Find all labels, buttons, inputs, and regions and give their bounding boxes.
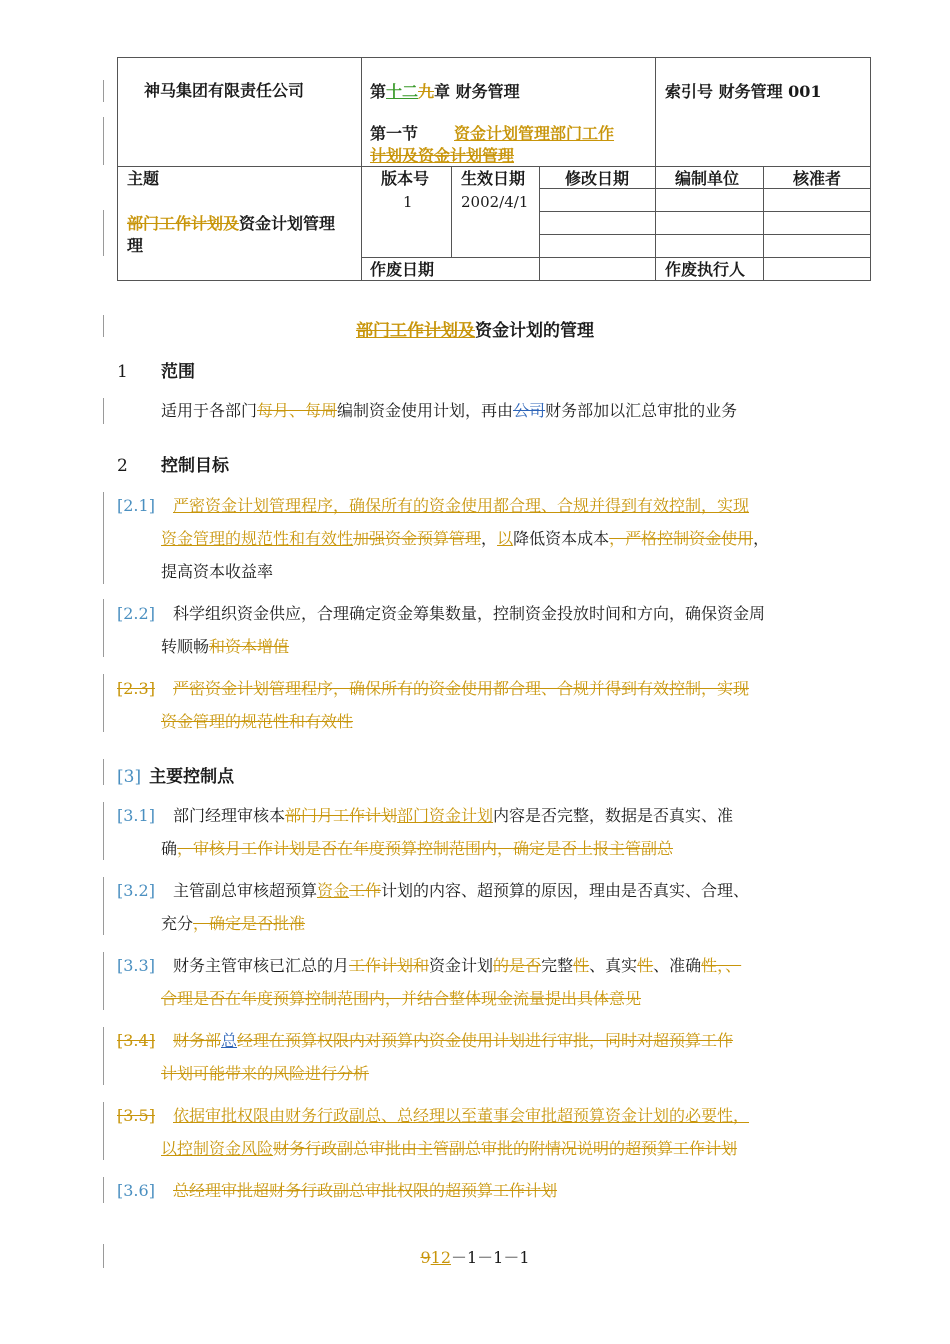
- cell-blank: [655, 188, 764, 212]
- effective-label: 生效日期: [461, 169, 526, 188]
- paragraph: 适用于各部门每月、每周编制资金使用计划，再由公司财务部加以汇总审批的业务: [161, 401, 738, 420]
- document-header-table: [117, 57, 871, 281]
- modified-label: 修改日期: [565, 169, 630, 188]
- clause-3-2: [3.2] 主管副总审核超预算资金工作计划的内容、超预算的原因，理由是否真实、合理、 充分，确定是否批准: [117, 881, 750, 933]
- change-bar: [103, 117, 104, 165]
- change-bar: [103, 210, 104, 256]
- clause-2-1: [2.1] 严密资金计划管理程序，确保所有的资金使用都合理、合规并得到有效控制，实现 资金管理的规范性和有效性加强资金预算管理，以降低资本成本，严格控制资金使用， 提高资本收益率: [117, 496, 770, 581]
- section-heading: 1 范围: [117, 362, 195, 382]
- section-title: 第一节 资金计划管理部门工作: [370, 124, 615, 143]
- cell-blank: [655, 234, 764, 258]
- cell-void-date-value: [539, 257, 656, 281]
- section-heading: 2 控制目标: [117, 456, 229, 476]
- index-number: 索引号 财务管理 001: [665, 82, 822, 101]
- change-bar: [103, 802, 104, 860]
- cell-index: [655, 57, 871, 167]
- cell-void-exec-value: [763, 257, 871, 281]
- subject-value: 部门工作计划及资金计划管理: [127, 214, 336, 233]
- version-label: 版本号: [381, 169, 430, 188]
- change-bar: [103, 398, 104, 424]
- clause-2-3: [2.3] 严密资金计划管理程序，确保所有的资金使用都合理、合规并得到有效控制，实现 资金管理的规范性和有效性: [117, 679, 750, 731]
- cell-blank: [539, 188, 656, 212]
- clause-3-6: [3.6] 总经理审批超财务行政副总审批权限的超预算工作计划: [117, 1181, 558, 1200]
- change-bar: [103, 674, 104, 732]
- company-name: 神马集团有限责任公司: [144, 81, 305, 100]
- clause-3-1: [3.1] 部门经理审核本部门月工作计划部门资金计划内容是否完整，数据是否真实、准 确，审核月工作计划是否在年度预算控制范围内，确定是否上报主管副总: [117, 806, 734, 858]
- clause-3-5: [3.5] 依据审批权限由财务行政副总、总经理以至董事会审批超预算资金计划的必要性， 以控制资金风险财务行政副总审批由主管副总审批的附情况说明的超预算工作计划: [117, 1106, 750, 1158]
- change-bar: [103, 759, 104, 785]
- document-title: 部门工作计划及资金计划的管理: [356, 321, 594, 341]
- effective-value: 2002/4/1: [461, 193, 529, 211]
- cell-blank: [539, 234, 656, 258]
- subject-value-cont: 理: [127, 236, 144, 255]
- change-bar: [103, 877, 104, 935]
- page-number: 912－1－1－1: [420, 1248, 530, 1267]
- clause-3-3: [3.3] 财务主管审核已汇总的月工作计划和资金计划的是否完整性、真实性、准确性，、 合理是否在年度预算控制范围内，并结合整体现金流量提出具体意见: [117, 956, 742, 1008]
- change-bar: [103, 1102, 104, 1160]
- chapter-title: 第十二九章 财务管理: [370, 82, 520, 101]
- cell-blank: [763, 234, 871, 258]
- approver-label: 核准者: [793, 169, 842, 188]
- change-bar: [103, 80, 104, 102]
- section-title-cont: 计划及资金计划管理: [370, 146, 515, 165]
- void-date-label: 作废日期: [370, 260, 435, 279]
- clause-3-4: [3.4] 财务部总经理在预算权限内对预算内资金使用计划进行审批，同时对超预算工作 计划可能带来的风险进行分析: [117, 1031, 734, 1083]
- cell-blank: [763, 211, 871, 235]
- section-heading: [3] 主要控制点: [117, 767, 235, 787]
- change-bar: [103, 1027, 104, 1085]
- cell-company: [117, 57, 362, 167]
- change-bar: [103, 952, 104, 1010]
- clause-2-2: [2.2] 科学组织资金供应，合理确定资金筹集数量，控制资金投放时间和方向，确保资金周 转顺畅和资本增值: [117, 604, 766, 656]
- version-value: 1: [403, 193, 413, 211]
- subject-label: 主题: [127, 169, 160, 188]
- change-bar: [103, 599, 104, 657]
- void-exec-label: 作废执行人: [665, 260, 746, 279]
- unit-label: 编制单位: [675, 169, 740, 188]
- change-bar: [103, 1177, 104, 1203]
- change-bar: [103, 492, 104, 584]
- cell-blank: [539, 211, 656, 235]
- cell-blank: [655, 211, 764, 235]
- cell-blank: [763, 188, 871, 212]
